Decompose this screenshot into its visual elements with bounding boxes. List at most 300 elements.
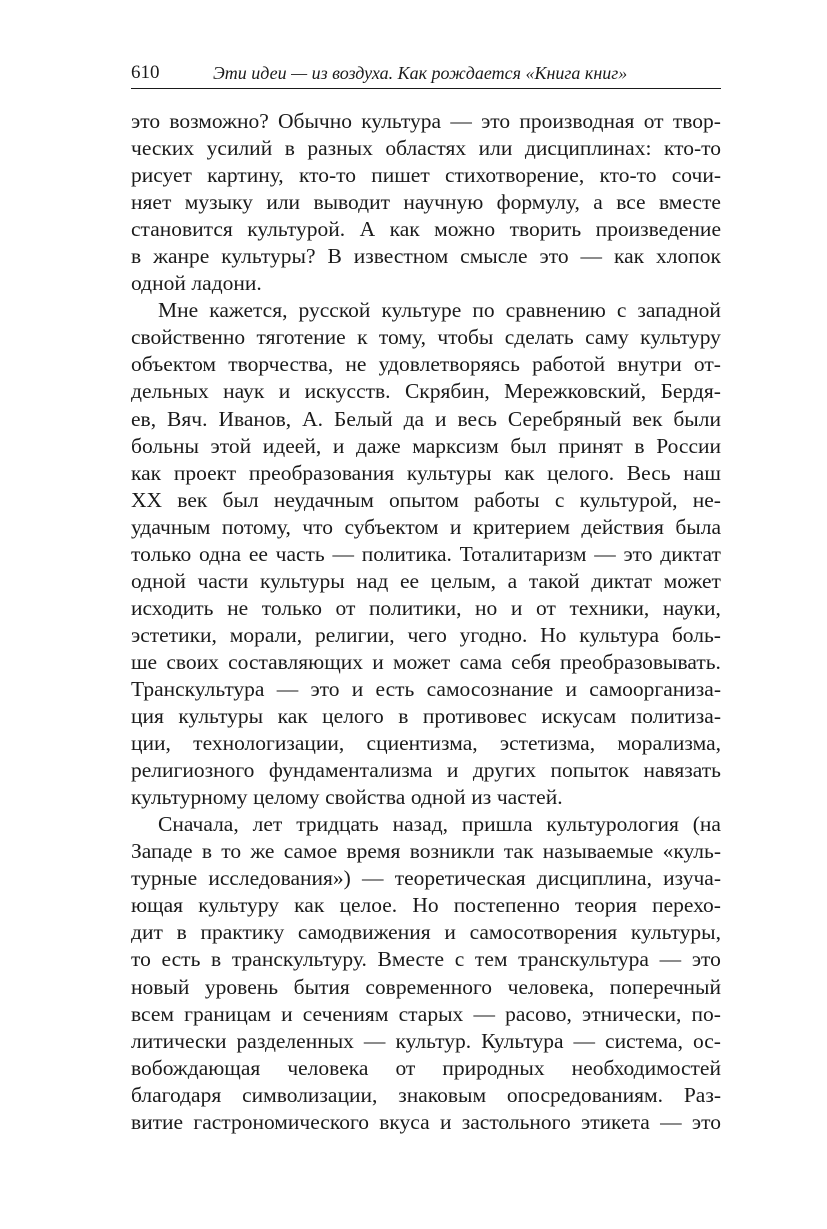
word: одной [131, 271, 186, 296]
word: — [594, 541, 616, 566]
word: и [565, 676, 577, 701]
word: В [327, 244, 342, 269]
word: формулу, [496, 190, 580, 215]
word: старых [398, 1001, 464, 1026]
word: что [302, 514, 333, 539]
word: поперечный [609, 974, 721, 999]
word: — [363, 1028, 386, 1053]
word: культура [579, 622, 660, 647]
word: противовес [422, 704, 527, 729]
word: все [616, 190, 646, 215]
word: няет [131, 190, 172, 215]
text-line [131, 649, 721, 676]
word: Весь [626, 460, 671, 485]
word: кажется, [209, 298, 288, 323]
word: себя [511, 649, 551, 674]
word: культуры? [221, 244, 316, 269]
word: целое. [339, 893, 398, 918]
word: или [478, 136, 513, 161]
word: — [362, 866, 384, 891]
word: Сначала, [158, 812, 239, 837]
text-line [131, 703, 721, 730]
text-line [131, 1082, 721, 1109]
word: назад, [392, 812, 449, 837]
word: культур. [395, 1028, 472, 1053]
word: русской [298, 298, 371, 323]
word: сочи- [671, 163, 721, 188]
word: от [536, 595, 556, 620]
word: уровень [204, 974, 279, 999]
word: дисциплина, [536, 866, 652, 891]
word: чтобы [437, 325, 494, 350]
word: Культура [481, 1028, 564, 1053]
word: ции, [131, 731, 171, 756]
word: Мне [158, 298, 199, 323]
word: А. [302, 406, 324, 431]
word: вкуса [379, 1109, 430, 1134]
word: не [227, 595, 249, 620]
word: кто-то [599, 163, 657, 188]
word: теоретическая [394, 866, 526, 891]
word: стихотворение, [445, 163, 585, 188]
word: фундаментализма [268, 758, 433, 783]
text-line [131, 1109, 721, 1136]
word: усилий [206, 136, 273, 161]
word: есть [161, 947, 201, 972]
word: возникли [409, 839, 495, 864]
word: одна [198, 541, 242, 566]
word: картину, [207, 163, 284, 188]
text-line [131, 433, 721, 460]
word: витие [131, 1109, 184, 1134]
word: от [335, 595, 356, 620]
word: в [131, 244, 142, 269]
word: сделать [504, 325, 574, 350]
word: одной [410, 785, 466, 810]
word: а [593, 190, 603, 215]
word: самое [283, 839, 338, 864]
word: это [310, 676, 340, 701]
word: такой [528, 568, 580, 593]
word: угодно. [459, 622, 528, 647]
page-number: 610 [131, 62, 160, 83]
word: дит [131, 920, 163, 945]
word: с [616, 298, 627, 323]
word: этой [210, 433, 252, 458]
word: от [643, 109, 664, 133]
word: это [131, 109, 161, 133]
word: необходимостей [571, 1055, 721, 1080]
word: опосредованиям. [506, 1082, 663, 1107]
word: самоорганиза- [589, 676, 721, 701]
word: субъектом [344, 514, 439, 539]
word: твор- [672, 109, 721, 133]
word: действия [581, 514, 664, 539]
word: Мережковский, [504, 379, 647, 404]
word: сечениям [302, 1001, 389, 1026]
word: границам [184, 1001, 271, 1026]
word: Раз- [683, 1082, 721, 1107]
word: культурой. [247, 217, 346, 242]
word: застольного [461, 1109, 571, 1134]
word: культуры [259, 568, 345, 593]
word: целому [253, 785, 320, 810]
word: составляющих [228, 649, 364, 674]
word: культуры [178, 704, 264, 729]
word: в [634, 433, 645, 458]
word: сравнению [505, 298, 606, 323]
word: с [454, 947, 465, 972]
word: творчества, [228, 352, 334, 377]
word: (на [692, 812, 721, 837]
word: практику [200, 920, 285, 945]
word: только [261, 595, 322, 620]
word: этикета [581, 1109, 650, 1134]
word: гастрономического [193, 1109, 369, 1134]
word: марксизм [412, 433, 499, 458]
word: Вяч. [167, 406, 208, 431]
word: транскультуру. [231, 947, 367, 972]
word: ее [400, 568, 420, 593]
word: Бердя- [660, 379, 721, 404]
word: сциентизма, [366, 731, 478, 756]
word: в [398, 704, 409, 729]
word: культуру [640, 325, 721, 350]
word: знаковым [398, 1082, 487, 1107]
text-line [131, 946, 721, 973]
word: становится [131, 217, 233, 242]
text-line [131, 676, 721, 703]
word: Серебряный [507, 406, 622, 431]
text-line [131, 1028, 721, 1055]
word: есть [375, 676, 415, 701]
word: областях [385, 136, 467, 161]
text-line [131, 892, 721, 919]
word: часть [275, 541, 325, 566]
word: морализма, [617, 731, 721, 756]
word: смысле [460, 244, 528, 269]
word: творить [509, 217, 582, 242]
word: — [450, 109, 472, 133]
word: научную [403, 190, 484, 215]
word: наук [223, 379, 265, 404]
word: и [332, 433, 345, 458]
word: попыток [550, 758, 630, 783]
word: — [473, 1001, 495, 1026]
word: ше [131, 649, 158, 674]
word: частей. [496, 785, 563, 810]
word: теория [575, 893, 637, 918]
text-line [131, 568, 721, 595]
word: век [632, 406, 663, 431]
word: этнически, [581, 1001, 682, 1026]
word: свойственно [131, 325, 246, 350]
word: в [201, 839, 212, 864]
word: Белый [334, 406, 393, 431]
text-line [131, 919, 721, 946]
word: пришла [461, 812, 533, 837]
word: это [623, 541, 653, 566]
word: и [449, 514, 462, 539]
text-line [131, 108, 721, 135]
word: — [660, 1109, 682, 1134]
word: кто-то [298, 163, 356, 188]
word: как [613, 244, 645, 269]
word: музыку [184, 190, 253, 215]
word: с [554, 487, 565, 512]
word: больны [131, 433, 199, 458]
word: искусам [541, 704, 617, 729]
word: это [539, 244, 569, 269]
word: искусств. [304, 379, 391, 404]
word: удачным [131, 514, 211, 539]
word: сама [459, 649, 502, 674]
word: XX [131, 487, 163, 512]
text-line [131, 406, 721, 433]
word: да [403, 406, 425, 431]
word: разделенных [236, 1028, 354, 1053]
word: как [277, 704, 308, 729]
word: потому, [221, 514, 291, 539]
word: были [673, 406, 721, 431]
text-line [131, 162, 721, 189]
word: транскультура [518, 947, 649, 972]
word: но [475, 595, 498, 620]
word: тяготение [256, 325, 346, 350]
word: называемые [542, 839, 654, 864]
word: — [659, 947, 682, 972]
word: как [131, 460, 162, 485]
word: — [573, 1028, 596, 1053]
word: Скрябин, [404, 379, 490, 404]
word: тем [474, 947, 508, 972]
word: неудачным [273, 487, 374, 512]
word: человека [287, 1055, 369, 1080]
word: то [131, 947, 151, 972]
word: тридцать [296, 812, 379, 837]
word: по [472, 298, 495, 323]
word: весь [457, 406, 497, 431]
word: был [222, 487, 259, 512]
word: своих [166, 649, 219, 674]
word: и [278, 379, 291, 404]
word: и [444, 920, 456, 945]
word: пишет [371, 163, 430, 188]
word: работой [532, 352, 606, 377]
text-line [131, 135, 721, 162]
text-line [131, 297, 721, 324]
word: целым, [430, 568, 496, 593]
word: культуры, [630, 920, 721, 945]
word: целого. [547, 460, 615, 485]
word: части [197, 568, 249, 593]
word: религии, [314, 622, 395, 647]
word: расово, [505, 1001, 572, 1026]
word: других [472, 758, 537, 783]
word: боль- [671, 622, 721, 647]
word: из [471, 785, 492, 810]
word: известном [353, 244, 449, 269]
word: диктат [660, 541, 721, 566]
word: культурой, [579, 487, 678, 512]
word: и [439, 1109, 452, 1134]
text-line [131, 974, 721, 1001]
word: саму [585, 325, 629, 350]
word: изуча- [663, 866, 721, 891]
word: всем [131, 1001, 174, 1026]
word: природных [442, 1055, 545, 1080]
word: самосотворения [469, 920, 618, 945]
word: преобразования [248, 460, 395, 485]
word: техники, [569, 595, 650, 620]
word: самосознание [426, 676, 554, 701]
word: хлопок [656, 244, 721, 269]
word: опытом [389, 487, 459, 512]
word: только [131, 541, 192, 566]
word: тому, [378, 325, 426, 350]
word: культура [361, 109, 442, 133]
word: может [393, 649, 451, 674]
word: религиозного [131, 758, 255, 783]
word: Иванов, [218, 406, 292, 431]
word: не [345, 352, 367, 377]
word: России [656, 433, 721, 458]
word: был [510, 433, 547, 458]
word: ос- [692, 1028, 721, 1053]
text-line [131, 1001, 721, 1028]
word: возможно? [169, 109, 269, 133]
word: одной [131, 568, 186, 593]
word: от- [693, 352, 721, 377]
text-line [131, 757, 721, 784]
text-line [131, 324, 721, 351]
word: Но [412, 893, 439, 918]
word: Западе [131, 839, 193, 864]
word: науки, [662, 595, 721, 620]
body-text [131, 108, 721, 1136]
word: культурному [131, 785, 248, 810]
word: не- [692, 487, 721, 512]
text-line [131, 811, 721, 838]
word: вместе [658, 190, 721, 215]
word: кто-то [663, 136, 721, 161]
word: от [395, 1055, 416, 1080]
word: Обычно [278, 109, 352, 133]
word: произведение [595, 217, 721, 242]
word: принят [558, 433, 623, 458]
word: чего [407, 622, 447, 647]
word: — [580, 244, 603, 269]
word: и [281, 1001, 293, 1026]
word: работы [474, 487, 540, 512]
word: критерием [472, 514, 570, 539]
word: «куль- [662, 839, 721, 864]
word: дисциплинах: [524, 136, 652, 161]
word: система, [605, 1028, 683, 1053]
word: жанре [153, 244, 210, 269]
word: ладони. [191, 271, 262, 296]
word: дельных [131, 379, 209, 404]
word: по- [691, 1001, 721, 1026]
word: исходить [131, 595, 214, 620]
text-line [131, 730, 721, 757]
text-line [131, 784, 721, 811]
word: в [284, 136, 295, 161]
word: политиза- [630, 704, 721, 729]
text-line [131, 838, 721, 865]
running-title: Эти идеи — из воздуха. Как рождается «Книга книг» [213, 63, 628, 83]
text-line [131, 865, 721, 892]
text-line [131, 1055, 721, 1082]
text-line [131, 514, 721, 541]
word: — [332, 541, 354, 566]
text-line [131, 622, 721, 649]
word: как [504, 460, 535, 485]
text-line [131, 243, 721, 270]
word: западной [637, 298, 721, 323]
word: постепенно [453, 893, 560, 918]
word: внутри [617, 352, 682, 377]
word: политики, [369, 595, 462, 620]
text-line [131, 378, 721, 405]
word: это [691, 947, 721, 972]
running-header [131, 60, 721, 89]
word: это [691, 1109, 721, 1134]
word: ев, [131, 406, 157, 431]
word: может [663, 568, 721, 593]
word: разных [307, 136, 373, 161]
word: человека, [507, 974, 595, 999]
word: преобразовывать. [560, 649, 721, 674]
word: проект [173, 460, 237, 485]
word: над [356, 568, 389, 593]
word: в [176, 920, 187, 945]
word: Но [540, 622, 567, 647]
word: перехо- [652, 893, 721, 918]
word: производная [519, 109, 635, 133]
word: в [211, 947, 222, 972]
word: удовлетворяясь [378, 352, 520, 377]
word: литически [131, 1028, 227, 1053]
text-line [131, 189, 721, 216]
word: ющая [131, 893, 184, 918]
word: как [294, 893, 325, 918]
text-line [131, 216, 721, 243]
word: или [266, 190, 301, 215]
word: целого [322, 704, 384, 729]
word: исследования») [208, 866, 351, 891]
word: как [389, 217, 420, 242]
word: культурология [546, 812, 679, 837]
word: эстетизма, [499, 731, 596, 756]
word: — [276, 676, 299, 701]
word: и [435, 406, 447, 431]
word: и [372, 649, 384, 674]
word: была [675, 514, 721, 539]
word: технологизации, [193, 731, 345, 756]
word: а [507, 568, 518, 593]
word: свойства [325, 785, 406, 810]
word: и [351, 676, 364, 701]
word: объектом [131, 352, 217, 377]
word: вобождающая [131, 1055, 261, 1080]
word: идеей, [262, 433, 322, 458]
word: даже [356, 433, 401, 458]
word: ческих [131, 136, 195, 161]
word: Вместе [377, 947, 445, 972]
word: политика. [361, 541, 452, 566]
text-line [131, 595, 721, 622]
